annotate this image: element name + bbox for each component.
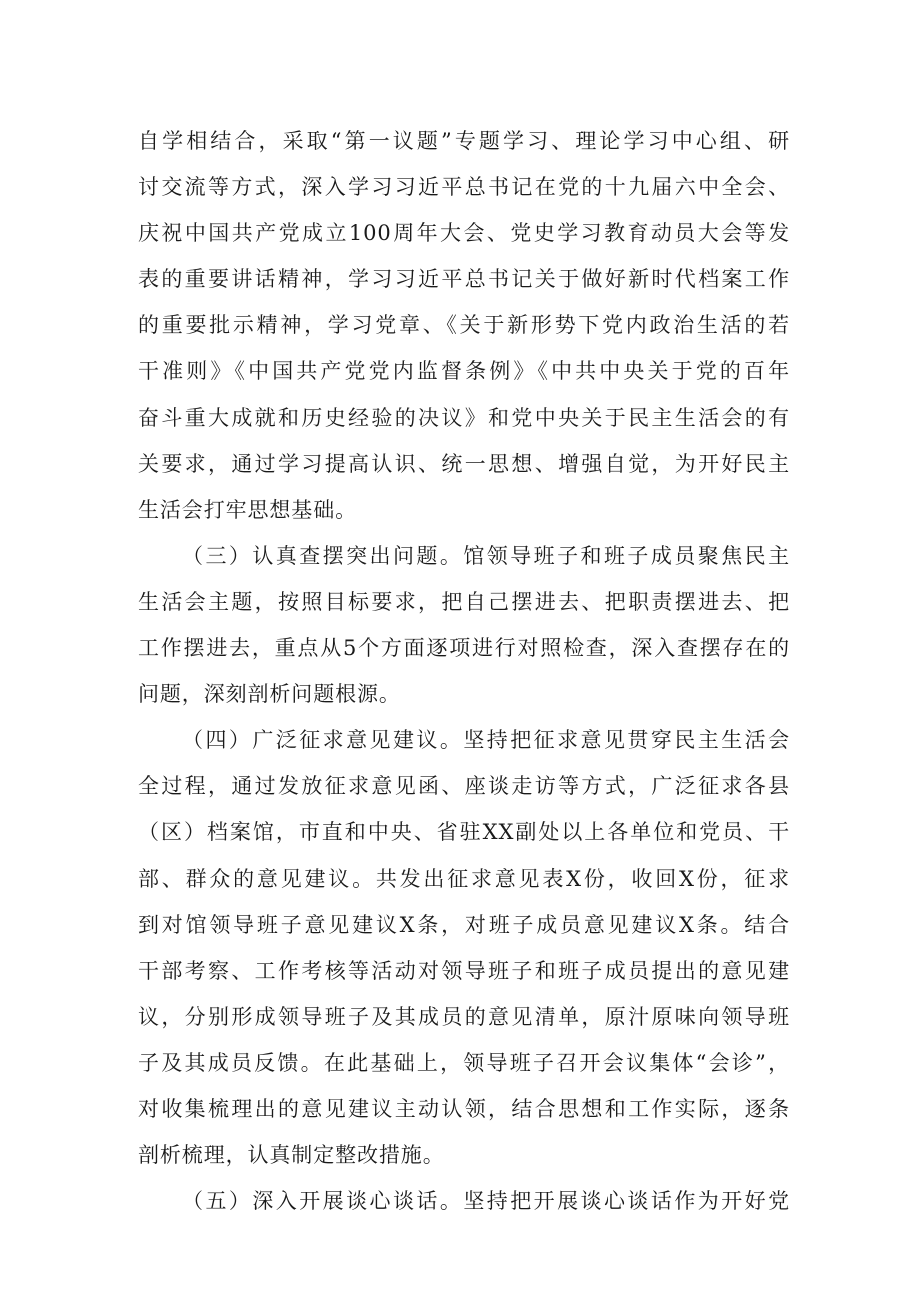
section-heading-line: （四）广泛征求意见建议。坚持把征求意见贯穿民主生活会 [182, 728, 790, 753]
text-line: 到对馆领导班子意见建议X条，对班子成员意见建议X条。结合 [138, 912, 790, 937]
section-heading-line: （三）认真查摆突出问题。馆领导班子和班子成员聚焦民主 [182, 543, 790, 568]
text-line: 对收集梳理出的意见建议主动认领，结合思想和工作实际，逐条 [138, 1096, 790, 1121]
text-line: 的重要批示精神，学习党章、《关于新形势下党内政治生活的若 [138, 313, 790, 338]
section-heading-line: （五）深入开展谈心谈话。坚持把开展谈心谈话作为开好党 [182, 1189, 790, 1214]
text-line: 干部考察、工作考核等活动对领导班子和班子成员提出的意见建 [138, 958, 790, 983]
text-line: （区）档案馆，市直和中央、省驻XX副处以上各单位和党员、干 [138, 820, 790, 845]
text-line: 问题，深刻剖析问题根源。 [138, 682, 401, 707]
text-line: 庆祝中国共产党成立100周年大会、党史学习教育动员大会等发 [138, 221, 790, 246]
text-line: 工作摆进去，重点从5个方面逐项进行对照检查，深入查摆存在的 [138, 636, 790, 661]
document-body [138, 118, 790, 1224]
text-line: 讨交流等方式，深入学习习近平总书记在党的十九届六中全会、 [138, 175, 790, 200]
text-line: 生活会打牢思想基础。 [138, 497, 357, 522]
text-line: 自学相结合，采取“第一议题”专题学习、理论学习中心组、研 [138, 129, 790, 153]
text-line: 议，分别形成领导班子及其成员的意见清单，原汁原味向领导班 [138, 1004, 790, 1029]
text-line: 生活会主题，按照目标要求，把自己摆进去、把职责摆进去、把 [138, 589, 790, 614]
text-line: 表的重要讲话精神，学习习近平总书记关于做好新时代档案工作 [138, 267, 790, 292]
text-line: 子及其成员反馈。在此基础上，领导班子召开会议集体“会诊”， [138, 1050, 790, 1075]
text-line: 奋斗重大成就和历史经验的决议》和党中央关于民主生活会的有 [138, 405, 790, 430]
text-line: 干准则》《中国共产党党内监督条例》《中共中央关于党的百年 [138, 359, 790, 384]
text-line: 剖析梳理，认真制定整改措施。 [138, 1143, 445, 1168]
text-line: 关要求，通过学习提高认识、统一思想、增强自觉，为开好民主 [138, 451, 790, 476]
text-line: 部、群众的意见建议。共发出征求意见表X份，收回X份，征求 [138, 866, 790, 891]
text-line: 全过程，通过发放征求意见函、座谈走访等方式，广泛征求各县 [138, 774, 790, 799]
